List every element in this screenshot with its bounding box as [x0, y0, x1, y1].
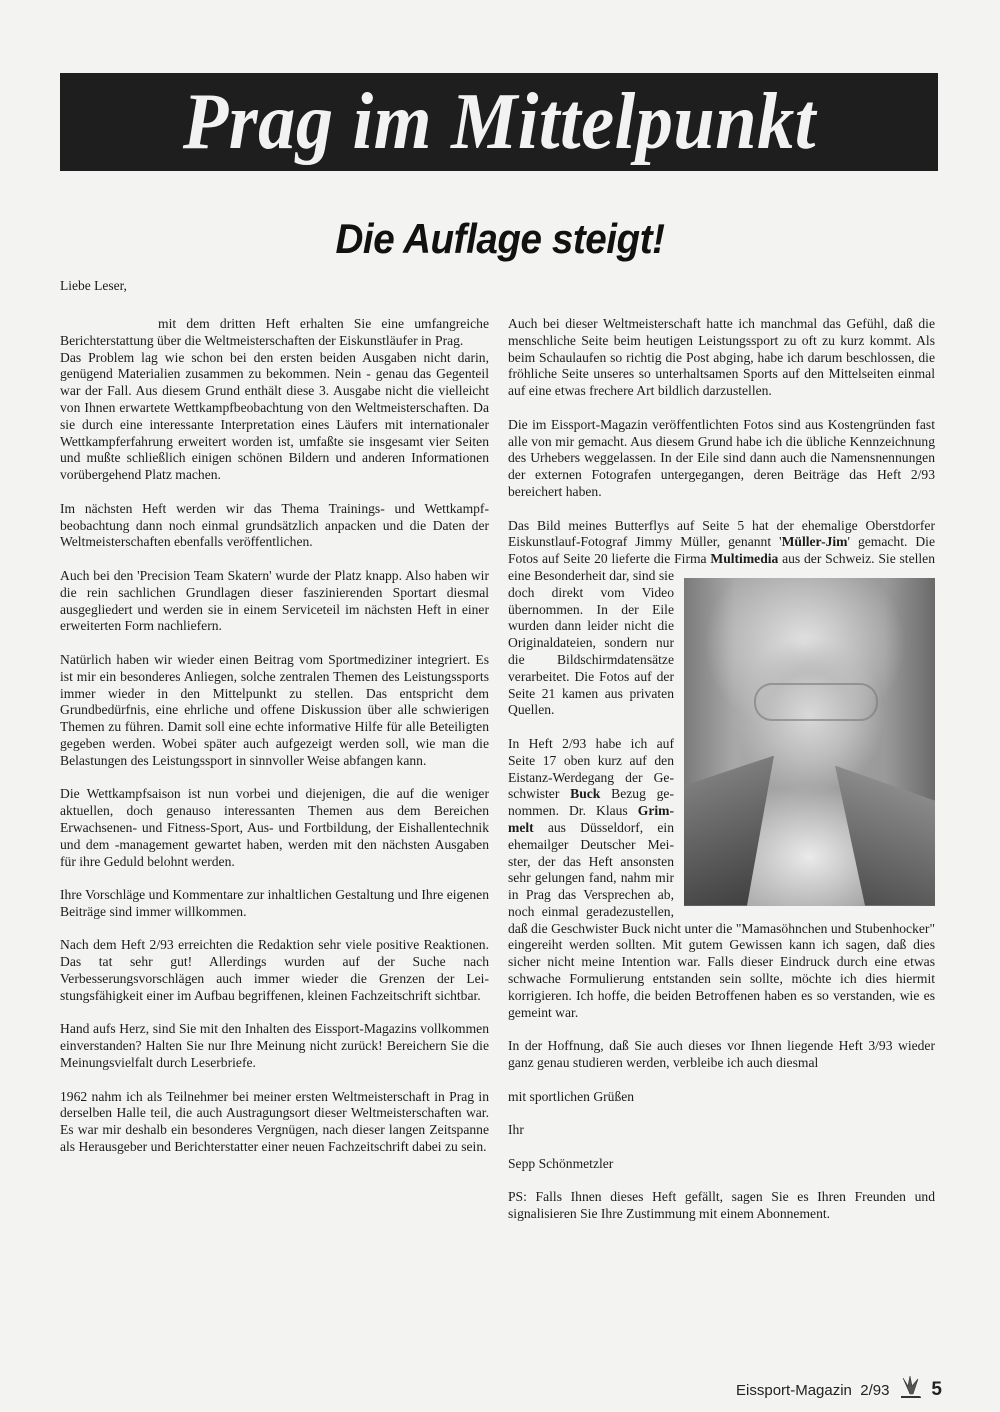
- paragraph: 1962 nahm ich als Teilnehmer bei meiner ersten Weltmeisterschaft in Prag in derselben Halle teil, die auch Austragungsort dieser Weltmeisterschaften war. Es war mir deshalb ein besonderes Vergnügen, nach dieser langen Zeitspanne als Herausgeber und Berichterstatter einer neuen Fachzeitschrift dabei zu sein.: [60, 1088, 489, 1155]
- paragraph: Ihre Vorschläge und Kommentare zur inhaltlichen Gestaltung und Ihre eigenen Beiträge sind immer willkommen.: [60, 887, 489, 919]
- left-column: [60, 316, 489, 1173]
- paragraph-with-photo: [508, 518, 935, 720]
- paragraph: In der Hoffnung, daß Sie auch dieses vor Ihnen liegende Heft 3/93 wieder ganz genau studieren werden, verbleibe ich auch diesmal: [508, 1038, 935, 1071]
- salutation: Liebe Leser,: [60, 278, 127, 293]
- paragraph-text: Das Bild meines Butterflys auf Seite 5 hat der ehemalige Oberstdorfer Eiskunstlauf-Fotograf Jimmy Müller, genannt ': [508, 517, 935, 550]
- paragraph: Auch bei dieser Weltmeisterschaft hatte ich manchmal das Gefühl, daß die menschliche Seite beim heutigen Leistungssport zu oft zu kurz kommt. Als beim Schaulaufen so richtig die Post abging, habe ich darum beschlossen, die fröhliche Seite unseres so unterhaltsamen Sports auf den Mittelseiten einmal auf eine etwas frechere Art bildlich darzustellen.: [508, 316, 935, 399]
- page-number: 5: [931, 1379, 942, 1400]
- page-title: Prag im Mittelpunkt: [182, 78, 816, 166]
- paragraph-text: mit dem dritten Heft erhalten Sie eine umfangreiche Berichterstattung über die Weltmeisterschaften der Eiskunstläufer in Prag.: [60, 316, 489, 348]
- paragraph: Hand aufs Herz, sind Sie mit den Inhalten des Eissport-Magazins vollkommen einverstanden? Halten Sie nur Ihre Meinung nicht zurück! Bereichern Sie die Meinungsvielfalt durch Leserbriefe.: [60, 1021, 489, 1071]
- title-banner: [60, 73, 938, 171]
- photo-detail: [835, 766, 935, 906]
- paragraph: Nach dem Heft 2/93 erreichten die Redaktion sehr viele positive Reaktionen. Das tat sehr gut! Allerdings wurden auf der Suche nach Verbesserungsvorschlägen auch immer wieder die Grenzen der Leistungsfähigkeit einer im Aufbau begriffenen, kleinen Fachzeitschrift sichtbar.: [60, 937, 489, 1003]
- paragraph: Die im Eissport-Magazin veröffentlichten Fotos sind aus Kostengründen fast alle von mir gemacht. Aus diesem Grund habe ich die übliche Kennzeichnung des Urhebers weggelassen. In der Eile sind dann auch die Namensnennungen der externen Fotografen untergegangen, deren Beiträge das Heft 2/93 bereichert haben.: [508, 416, 935, 499]
- paragraph: [60, 316, 489, 350]
- page-footer: [736, 1376, 942, 1400]
- photo-detail: [684, 756, 774, 906]
- photo-detail: [754, 683, 878, 721]
- paragraph: Auch bei den 'Precision Team Skatern' wurde der Platz knapp. Also haben wir die rein sachlichen Grundlagen dieser faszinierenden Sportart diesmal ausgegliedert und werden sie in einem Serviceteil im nächsten Heft in einer erweiterten Form nachliefern.: [60, 567, 489, 634]
- bold-name: Grimmelt: [508, 803, 674, 835]
- signature: Sepp Schönmetzler: [508, 1155, 614, 1171]
- paragraph-text: ' gemacht. Die Fotos auf Seite 20 lieferte die Firma: [508, 534, 935, 567]
- portrait-photo-icon: [684, 578, 935, 906]
- paragraph: Das Problem lag wie schon bei den ersten beiden Ausgaben nicht darin, genügend Materialien zusammen zu bekommen. Nein - genau das Gegenteil war der Fall. Aus diesem Grund enthält diese 3. Ausgabe nicht die vielleicht von Ihnen erwartete Wettkampfbeobachtung von den Weltmeisterschaften. Da sie durch eine interessante Interpretation eines Läufers mit internationaler Wettkampferfahrung erweitert worden ist, umfaßte sie insgesamt vier Seiten und mußte schließlich einigen schönen Bildern und anderen Informationen vorübergehend Platz machen.: [60, 349, 489, 483]
- closing: mit sportlichen Grüßen: [508, 1088, 635, 1104]
- paragraph: Die Wettkampfsaison ist nun vorbei und diejenigen, die auf die weniger aktuellen, doch genauso interessanten Themen aus dem Bereichen Erwachsenen- und Fitness-Sport, Aus- und Fortbildung, der Eishallentechnik und dem -management gewartet haben, werden mit den nächsten Ausgaben für ihre Geduld belohnt werden.: [60, 786, 489, 869]
- paragraph: Im nächsten Heft werden wir das Thema Trainings- und Wettkampfbeobachtung dann noch einmal grundsätzlich anpacken und die Daten der Weltmeisterschaften ebenfalls veröffentlichen.: [60, 500, 489, 550]
- right-column: [508, 316, 935, 1240]
- paragraph: Natürlich haben wir wieder einen Beitrag vom Sportmediziner integriert. Es ist mir ein besonderes Anliegen, solche zentralen Themen des Leistungssports immer wieder in den Mittelpunkt zu stellen. Das entspricht dem Grundbedürfnis, eine ehrliche und offene Diskussion über alle schwierigen Themen zu führen. Damit soll eine echte informative Hilfe für alle Beteiligten gegeben werden. Wobei später auch aufgezeigt werden soll, wie man die Belastungen des Leistungssport in sinnvoller Weise abfangen kann.: [60, 651, 489, 768]
- paragraph-text: Bezug genommen. Dr. Klaus: [508, 786, 674, 819]
- bold-name: Multimedia: [710, 551, 779, 567]
- paragraph-text: In Heft 2/93 habe ich auf Seite 17 oben kurz auf den Eistanz-Werdegang der Geschwister: [508, 735, 674, 802]
- paragraph-text: aus der Schweiz. Sie stellen eine Besonderheit dar, sind sie doch direkt vom Video übernommen. In der Eile wurden dann leider nicht die Originaldateien, sondern nur die Bildschirmdatensätze verarbeitet. Die Fotos auf der Seite 21 kamen aus privaten Quellen.: [508, 551, 935, 718]
- skate-wing-logo-icon: [897, 1376, 923, 1400]
- magazine-issue: Eissport-Magazin 2/93: [736, 1382, 890, 1399]
- postscript: PS: Falls Ihnen dieses Heft gefällt, sagen Sie es Ihren Freunden und signalisieren Sie Ihre Zustimmung mit einem Abonnement.: [508, 1189, 935, 1222]
- bold-name: Buck: [570, 786, 601, 802]
- paragraph-text: aus Düsseldorf, ein ehemailger Deutscher Meister, der das Heft ansonsten sehr gelungen fand, nahm mir in Prag das Versprechen ab, noch einmal geradezustellen, daß die Geschwister Buck nicht unter die "Mamasöhnchen und Stubenhocker" eingereiht werden sollten. Mit gutem Gewissen kann ich sagen, daß dies sicher nicht meine Intention war. Falls dieser Eindruck durch eine etwas schwache Formulierung entstanden sein sollte, möchte ich dies hiermit korrigieren. Ich hoffe, die beiden Betroffenen haben es so verstanden, wie es gemeint war.: [508, 819, 935, 1020]
- closing-ihr: Ihr: [508, 1122, 524, 1138]
- bold-name: Müller-Jim: [781, 534, 848, 550]
- article-headline: Die Auflage steigt!: [335, 215, 665, 262]
